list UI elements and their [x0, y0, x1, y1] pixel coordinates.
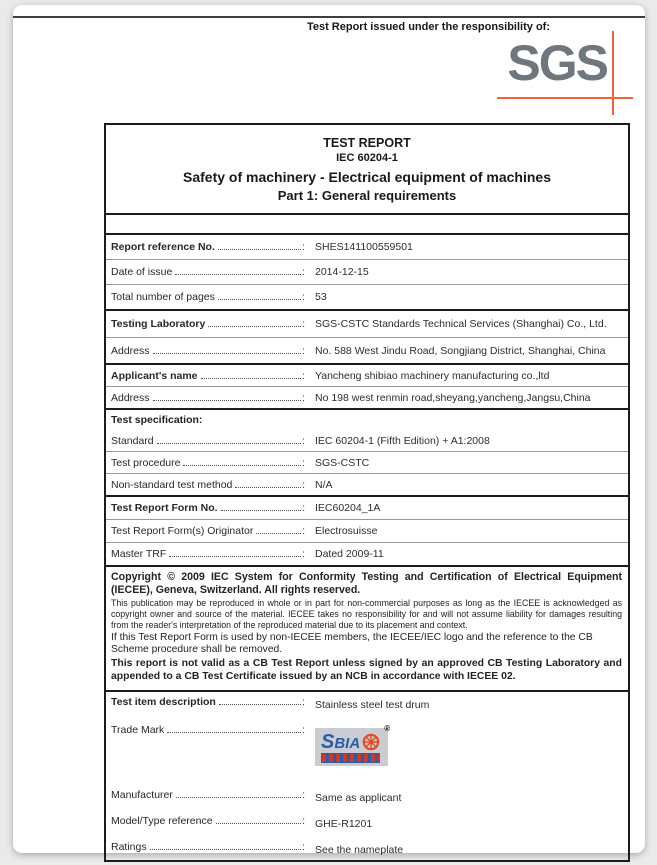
colon: : [302, 434, 305, 447]
title-gap [106, 215, 628, 235]
colon: : [302, 525, 305, 537]
colon: : [302, 318, 305, 330]
field-label: Total number of pages [111, 291, 215, 303]
field-label: Model/Type reference [111, 815, 213, 828]
field-row-test-item-description [106, 692, 628, 720]
copyright-validity-note: This report is not valid as a CB Test Report unless signed by an approved CB Testing Laboratory and appended to a CB Test Certificate issued by an NCB in accordance with IECEE 02. [111, 658, 622, 683]
field-row-non-standard-method [106, 473, 628, 495]
field-row-trf-originator [106, 519, 628, 542]
field-label: Non-standard test method [111, 478, 233, 491]
field-label: Manufacturer [111, 789, 173, 802]
colon: : [302, 548, 305, 560]
sgs-logo-text: SGS [507, 35, 607, 91]
trademark-text: SBIA [321, 731, 361, 754]
field-row-test-procedure [106, 451, 628, 473]
field-label: Date of issue [111, 266, 173, 278]
trademark-logo [315, 724, 391, 766]
dot-leader [169, 556, 301, 557]
dot-leader [167, 732, 301, 733]
section-test-report-form [106, 497, 628, 567]
dot-leader [219, 704, 301, 705]
field-row-standard [106, 430, 628, 451]
field-row-model-type [106, 808, 628, 834]
field-value: N/A [315, 478, 333, 491]
field-row-date-of-issue [106, 259, 628, 284]
dot-leader [153, 400, 302, 401]
colon: : [302, 502, 305, 514]
field-value: IEC60204_1A [315, 502, 381, 514]
responsibility-text: Test Report issued under the responsibility of: [306, 21, 550, 33]
field-label: Testing Laboratory [111, 318, 206, 330]
copyright-fine-print: This publication may be reproduced in whole or in part for non-commercial purposes as long as the IECEE is acknowledged as copyright owner and source of the material. IECEE takes no responsibility for and will not assume liability for damages resulting from the reader's interpretation of the reproduced material due to its placement and context. [111, 598, 622, 630]
dot-leader [183, 465, 301, 466]
field-label: Standard [111, 434, 154, 447]
colon: : [302, 478, 305, 491]
field-label: Test Report Form(s) Originator [111, 525, 254, 537]
field-value: 53 [315, 291, 327, 303]
field-value: Yancheng shibiao machinery manufacturing co.,ltd [315, 369, 550, 382]
section-testing-laboratory [106, 311, 628, 365]
field-value: SGS-CSTC Standards Technical Services (Shanghai) Co., Ltd. [315, 318, 607, 330]
field-row-ratings [106, 834, 628, 860]
field-row-total-pages [106, 284, 628, 309]
sgs-logo [13, 5, 645, 125]
field-value: GHE-R1201 [315, 817, 373, 830]
field-value: Stainless steel test drum [315, 699, 430, 712]
colon: : [302, 369, 305, 382]
field-value: Same as applicant [315, 791, 402, 804]
field-row-master-trf [106, 542, 628, 565]
colon: : [302, 696, 305, 709]
title-block [106, 125, 628, 215]
dot-leader [218, 299, 301, 300]
field-row-test-specification-header [106, 410, 628, 430]
title-part: Part 1: General requirements [277, 188, 457, 203]
section-report-info [106, 235, 628, 311]
field-value: SGS-CSTC [315, 456, 370, 469]
field-value: No 198 west renmin road,sheyang,yancheng,Jangsu,China [315, 391, 591, 404]
dot-leader [175, 274, 301, 275]
field-value: Electrosuisse [315, 525, 378, 537]
field-row-applicant-name [106, 365, 628, 386]
field-label: Test item description [111, 696, 216, 709]
section-test-item [106, 692, 628, 860]
section-copyright [106, 567, 628, 692]
field-row-applicant-address [106, 386, 628, 408]
field-label: Report reference No. [111, 241, 215, 253]
copyright-bold-intro: Copyright © 2009 IEC System for Conformity Testing and Certification of Electrical Equipment (IECEE), Geneva, Switzerland. All rights reserved. [111, 571, 622, 597]
colon: : [302, 456, 305, 469]
field-label: Applicant's name [111, 369, 198, 382]
section-header-label: Test specification: [111, 414, 203, 426]
dot-leader [157, 443, 301, 444]
colon: : [302, 724, 305, 737]
dot-leader [176, 797, 301, 798]
field-label: Test Report Form No. [111, 502, 218, 514]
registered-trademark-symbol: ® [384, 724, 391, 734]
field-value: SHES141100559501 [315, 241, 413, 253]
field-row-testing-laboratory [106, 311, 628, 337]
dot-leader [256, 533, 301, 534]
field-row-test-report-form-no [106, 497, 628, 519]
colon: : [302, 391, 305, 404]
dot-leader [218, 249, 301, 250]
colon: : [302, 344, 305, 357]
section-applicant [106, 365, 628, 410]
field-row-report-reference [106, 235, 628, 259]
field-label: Address [111, 344, 150, 357]
colon: : [302, 815, 305, 828]
field-value: 2014-12-15 [315, 266, 369, 278]
field-value: No. 588 West Jindu Road, Songjiang District, Shanghai, China [315, 344, 606, 357]
field-row-trade-mark [106, 720, 628, 782]
field-row-manufacturer [106, 782, 628, 808]
report-table [104, 123, 630, 862]
dot-leader [235, 487, 301, 488]
title-standard-number: IEC 60204-1 [336, 152, 398, 164]
dot-leader [216, 823, 302, 824]
colon: : [302, 789, 305, 802]
dot-leader [150, 849, 301, 850]
dot-leader [221, 510, 302, 511]
field-value: See the nameplate [315, 843, 404, 856]
section-test-specification [106, 410, 628, 497]
field-label: Test procedure [111, 456, 181, 469]
field-value: Dated 2009-11 [315, 548, 384, 560]
colon: : [302, 291, 305, 303]
field-value: IEC 60204-1 (Fifth Edition) + A1:2008 [315, 434, 490, 447]
colon: : [302, 266, 305, 278]
field-row-lab-address [106, 337, 628, 363]
title-standard-name: Safety of machinery - Electrical equipment of machines [183, 169, 551, 185]
wheel-icon [362, 733, 380, 751]
field-label: Trade Mark [111, 724, 165, 737]
field-label: Master TRF [111, 548, 167, 560]
colon: : [302, 841, 305, 854]
colon: : [302, 241, 305, 253]
field-label: Ratings [111, 841, 147, 854]
dot-leader [153, 353, 302, 354]
report-page [13, 5, 645, 856]
field-label: Address [111, 391, 150, 404]
trademark-chinese-strip [321, 753, 380, 763]
dot-leader [201, 378, 302, 379]
sgs-logo-vertical-line [612, 31, 614, 115]
sgs-logo-horizontal-line [497, 97, 633, 99]
copyright-removal-note: If this Test Report Form is used by non-IECEE members, the IECEE/IEC logo and the reference to the CB Scheme procedure shall be removed. [111, 631, 593, 655]
title-test-report: TEST REPORT [323, 136, 411, 150]
dot-leader [208, 326, 301, 327]
